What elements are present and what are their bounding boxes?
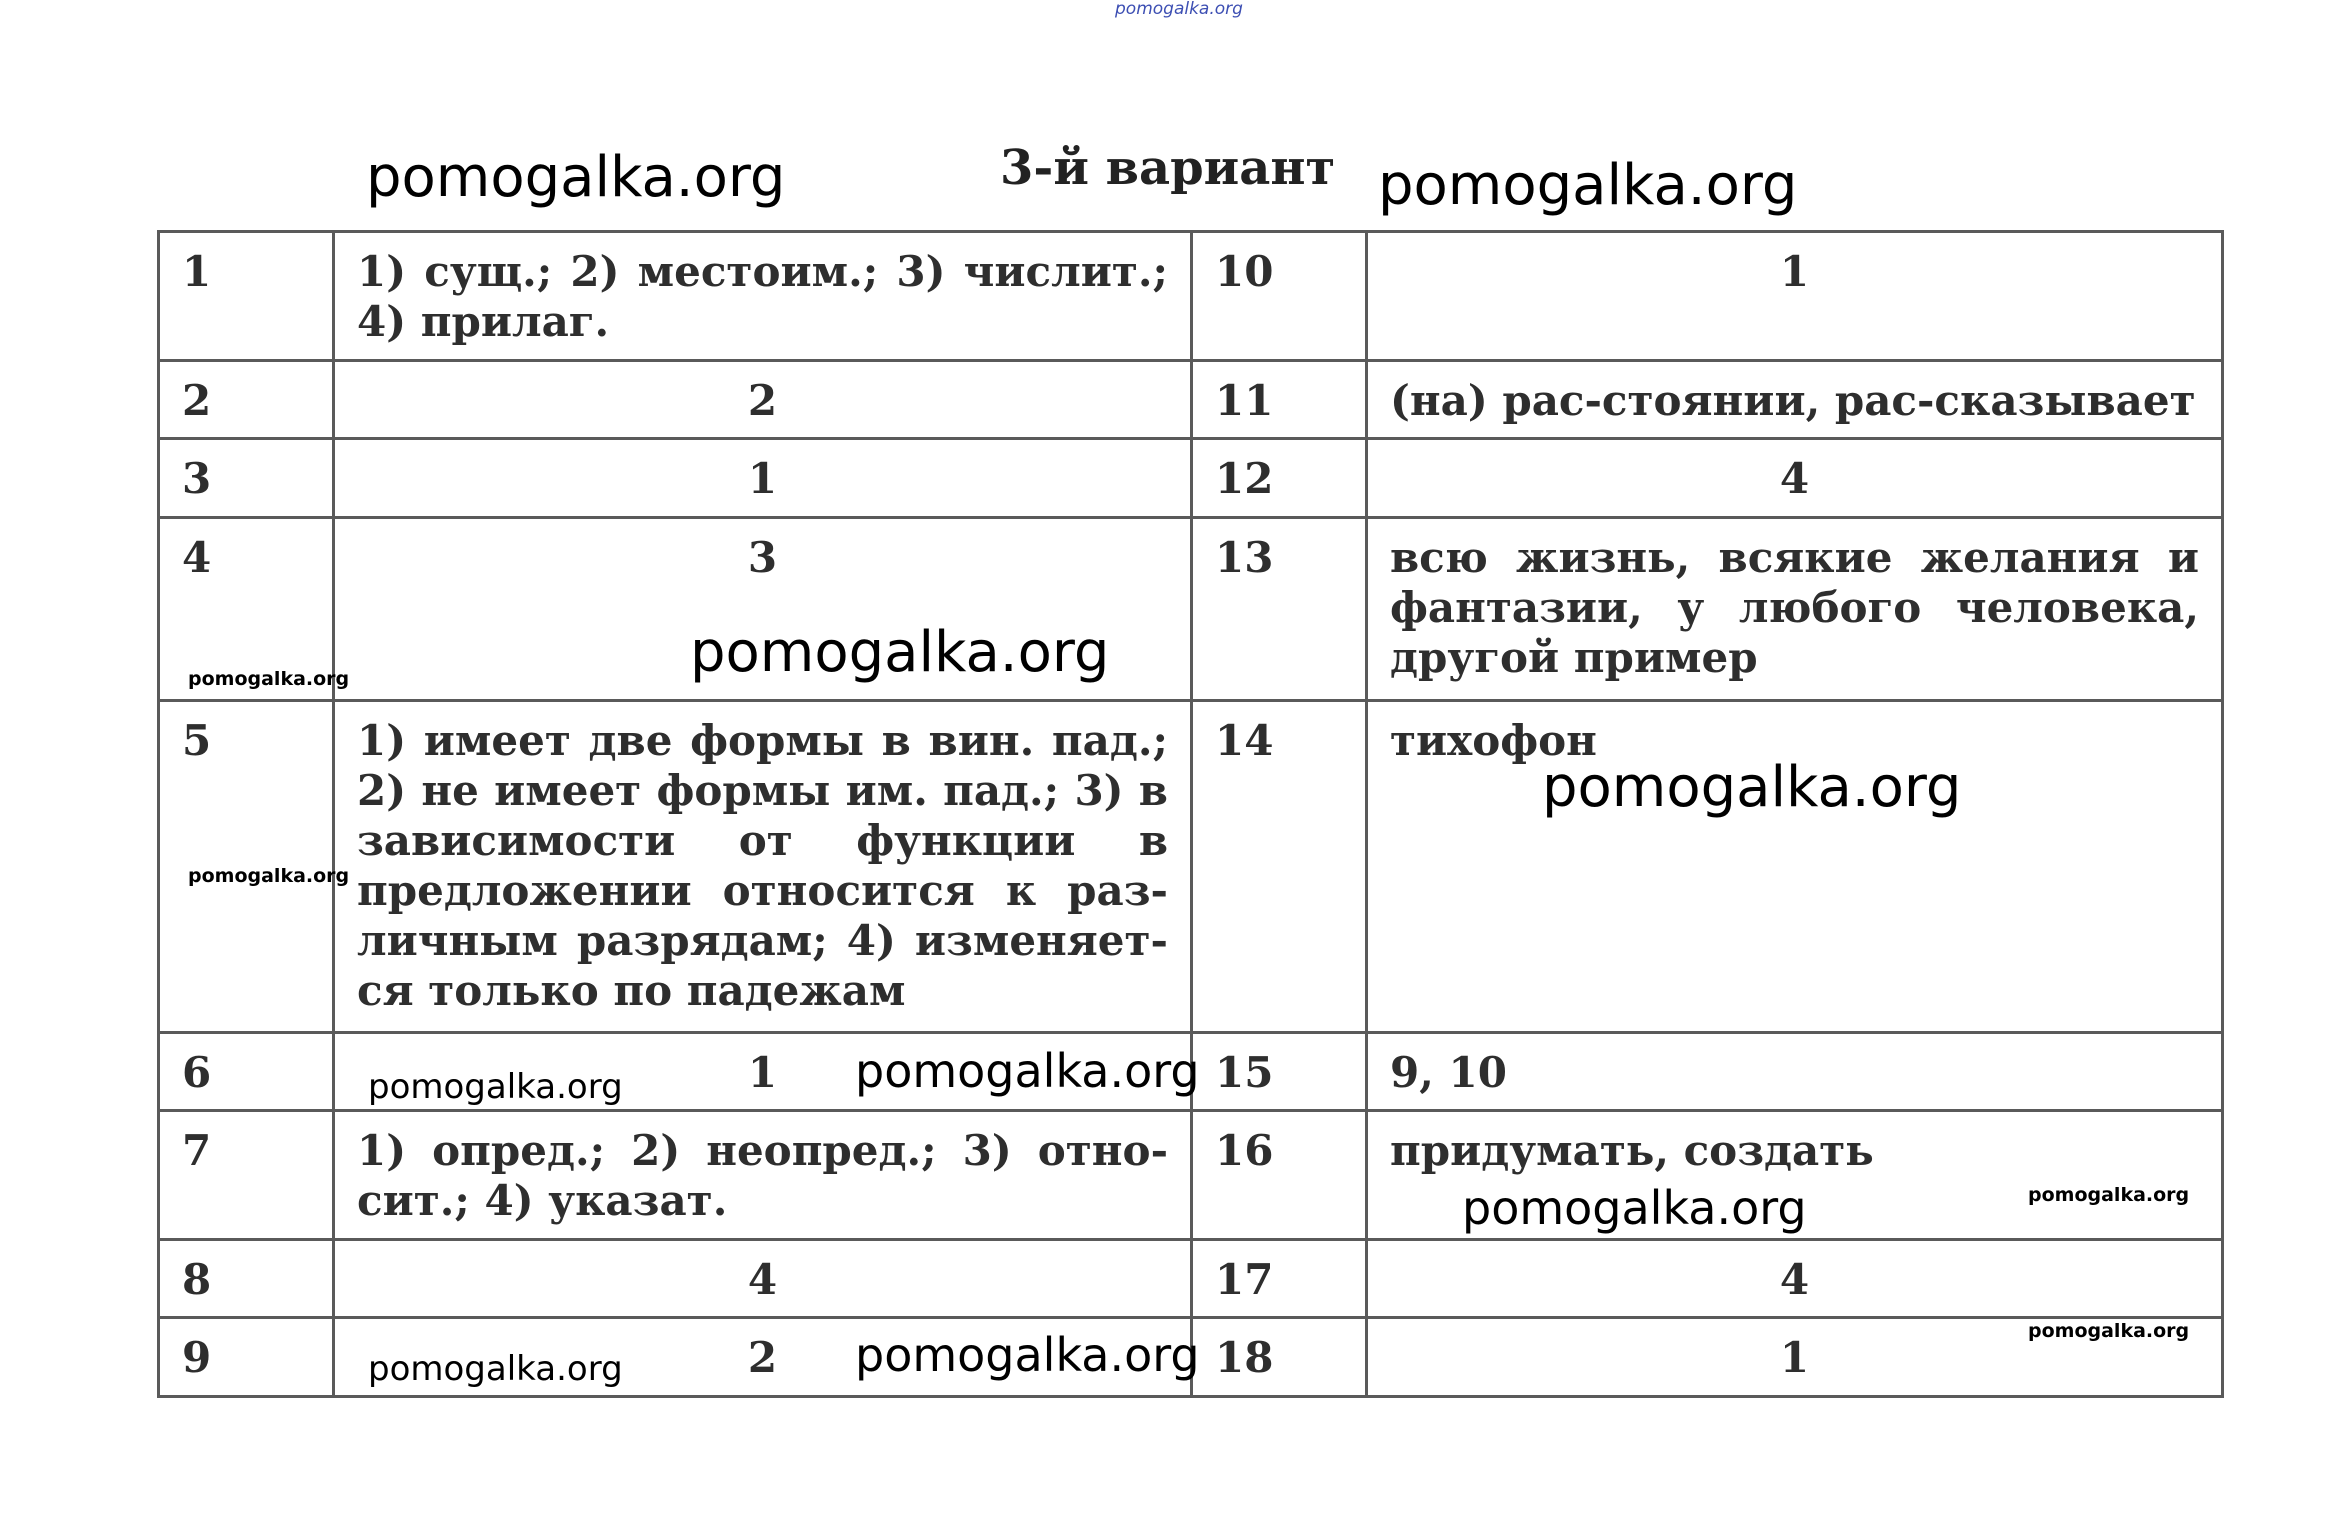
answer-cell: 4 bbox=[1367, 1240, 2223, 1318]
row-number: 15 bbox=[1192, 1032, 1367, 1110]
table-row bbox=[159, 700, 2223, 1032]
watermark: pomogalka.org bbox=[1462, 1181, 1807, 1235]
answer-cell: 3 bbox=[334, 517, 1192, 700]
answer-cell: всю жизнь, всякие желания и фантазии, у любого человека, другой пример bbox=[1367, 517, 2223, 700]
table-row bbox=[159, 1111, 2223, 1240]
watermark: pomogalka.org bbox=[368, 1349, 623, 1389]
answer-cell: 1) опред.; 2) неопред.; 3) отно-сит.; 4) указат. bbox=[334, 1111, 1192, 1240]
watermark: pomogalka.org bbox=[188, 668, 350, 690]
row-number: 16 bbox=[1192, 1111, 1367, 1240]
variant-title: 3-й вариант bbox=[1000, 140, 1336, 196]
answer-cell: 1 bbox=[1367, 232, 2223, 361]
answer-cell: 9, 10 bbox=[1367, 1032, 2223, 1110]
watermark: pomogalka.org bbox=[1542, 755, 1962, 820]
row-number: 11 bbox=[1192, 360, 1367, 438]
watermark: pomogalka.org bbox=[2028, 1320, 2190, 1342]
answer-cell: 1 bbox=[334, 439, 1192, 517]
row-number: 12 bbox=[1192, 439, 1367, 517]
watermark: pomogalka.org bbox=[1378, 153, 1798, 218]
row-number: 13 bbox=[1192, 517, 1367, 700]
row-number: 18 bbox=[1192, 1318, 1367, 1397]
answer-cell: 4 bbox=[334, 1240, 1192, 1318]
answer-cell: 1 bbox=[1367, 1318, 2223, 1397]
row-number: 3 bbox=[159, 439, 334, 517]
row-number: 2 bbox=[159, 360, 334, 438]
row-number: 8 bbox=[159, 1240, 334, 1318]
watermark: pomogalka.org bbox=[855, 1328, 1200, 1382]
watermark-top-small: pomogalka.org bbox=[1115, 0, 1243, 19]
table-row bbox=[159, 517, 2223, 700]
row-number: 1 bbox=[159, 232, 334, 361]
row-number: 7 bbox=[159, 1111, 334, 1240]
watermark: pomogalka.org bbox=[188, 865, 350, 887]
table-row bbox=[159, 439, 2223, 517]
row-number: 4 bbox=[159, 517, 334, 700]
answer-cell: (на) рас-стоянии, рас-сказывает bbox=[1367, 360, 2223, 438]
table-row bbox=[159, 1240, 2223, 1318]
answer-cell: придумать, создать bbox=[1367, 1111, 2223, 1240]
row-number: 14 bbox=[1192, 700, 1367, 1032]
watermark: pomogalka.org bbox=[855, 1044, 1200, 1098]
watermark: pomogalka.org bbox=[368, 1067, 623, 1107]
watermark: pomogalka.org bbox=[366, 145, 786, 210]
answer-cell: 1 bbox=[334, 1032, 1192, 1110]
watermark: pomogalka.org bbox=[690, 620, 1110, 685]
row-number: 9 bbox=[159, 1318, 334, 1397]
row-number: 6 bbox=[159, 1032, 334, 1110]
row-number: 5 bbox=[159, 700, 334, 1032]
row-number: 17 bbox=[1192, 1240, 1367, 1318]
watermark: pomogalka.org bbox=[2028, 1184, 2190, 1206]
table-row bbox=[159, 232, 2223, 361]
answer-cell: 4 bbox=[1367, 439, 2223, 517]
answer-cell: 2 bbox=[334, 1318, 1192, 1397]
answer-cell: 2 bbox=[334, 360, 1192, 438]
answer-cell: 1) сущ.; 2) местоим.; 3) числит.; 4) прилаг. bbox=[334, 232, 1192, 361]
answer-cell: тихофон bbox=[1367, 700, 2223, 1032]
answer-cell: 1) имеет две формы в вин. пад.; 2) не имеет формы им. пад.; 3) в зависимости от функции в предложении относится к раз-личным разрядам; 4) изменяет-ся только по падежам bbox=[334, 700, 1192, 1032]
row-number: 10 bbox=[1192, 232, 1367, 361]
table-row bbox=[159, 360, 2223, 438]
